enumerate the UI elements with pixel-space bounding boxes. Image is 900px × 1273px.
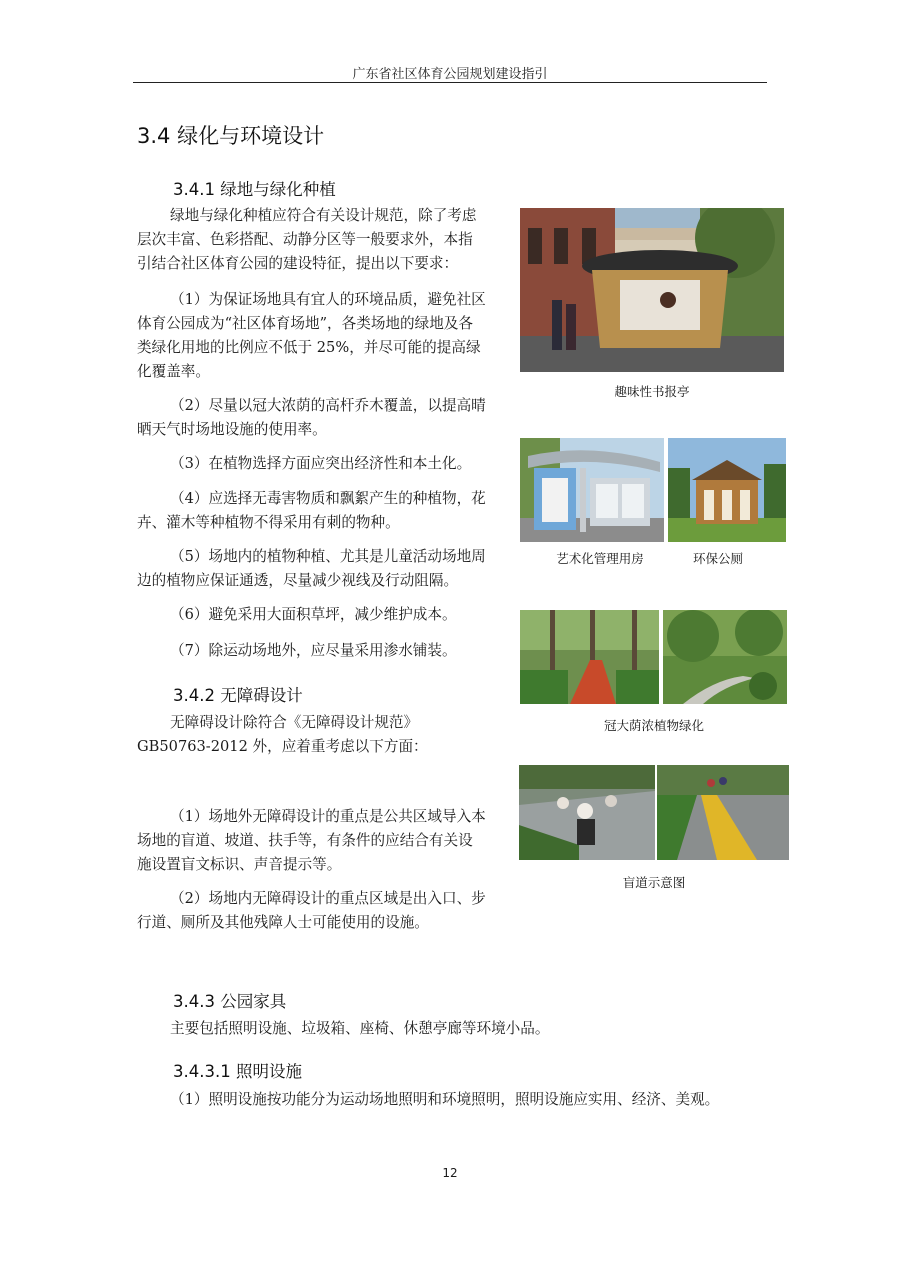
text-line: 无障碍设计除符合《无障碍设计规范》 xyxy=(170,714,419,731)
paragraph-341-item6 xyxy=(170,603,457,627)
text-line: （1）场地外无障碍设计的重点是公共区域导入本 xyxy=(170,808,486,825)
text-line: 卉、灌木等种植物不得采用有刺的物种。 xyxy=(137,514,400,531)
subsection-title-343: 3.4.3 公园家具 xyxy=(173,992,287,1011)
header-rule xyxy=(133,82,767,83)
ramp-photo xyxy=(519,765,655,860)
paragraph-341-intro xyxy=(137,204,477,276)
text-line: 化覆盖率。 xyxy=(137,363,210,380)
text-line: 类绿化用地的比例应不低于 25%，并尽可能的提高绿 xyxy=(137,339,481,356)
text-line: （5）场地内的植物种植、尤其是儿童活动场地周 xyxy=(170,548,486,565)
text-line: （1）为保证场地具有宜人的环境品质，避免社区 xyxy=(170,291,486,308)
paragraph-343: 主要包括照明设施、垃圾箱、座椅、休憩亭廊等环境小品。 xyxy=(170,1020,550,1037)
blind-path-caption: 盲道示意图 xyxy=(622,875,686,890)
kiosk-caption: 趣味性书报亭 xyxy=(614,384,690,399)
paragraph-3431: （1）照明设施按功能分为运动场地照明和环境照明，照明设施应实用、经济、美观。 xyxy=(170,1091,720,1108)
subsection-title-341: 3.4.1 绿地与绿化种植 xyxy=(173,180,336,199)
eco-toilet-photo xyxy=(668,438,786,542)
text-line: 绿地与绿化种植应符合有关设计规范，除了考虑 xyxy=(170,207,477,224)
text-line: 层次丰富、色彩搭配、动静分区等一般要求外，本指 xyxy=(137,231,473,248)
text-line: （2）场地内无障碍设计的重点区域是出入口、步 xyxy=(170,890,486,907)
paragraph-341-item1 xyxy=(137,288,486,384)
text-line: 晒天气时场地设施的使用率。 xyxy=(137,421,327,438)
text-line: （7）除运动场地外，应尽量采用渗水铺装。 xyxy=(170,642,457,659)
text-line: 行道、厕所及其他残障人士可能使用的设施。 xyxy=(137,914,429,931)
garden-path-photo xyxy=(663,610,787,704)
text-line: 边的植物应保证通透，尽量减少视线及行动阻隔。 xyxy=(137,572,459,589)
text-line: 体育公园成为“社区体育场地”，各类场地的绿地及各 xyxy=(137,315,473,332)
management-house-caption: 艺术化管理用房 xyxy=(556,551,644,566)
paragraph-341-item4 xyxy=(137,487,486,535)
running-header: 广东省社区体育公园规划建设指引 xyxy=(352,67,548,82)
paragraph-342-item1 xyxy=(137,805,486,877)
paragraph-341-item3 xyxy=(170,452,471,476)
subsection-title-342: 3.4.2 无障碍设计 xyxy=(173,686,303,705)
trees-caption: 冠大荫浓植物绿化 xyxy=(603,718,704,733)
text-line: （4）应选择无毒害物质和飘絮产生的种植物，花 xyxy=(170,490,486,507)
page-number: 12 xyxy=(442,1166,458,1180)
tree-path-photo xyxy=(520,610,659,704)
paragraph-341-item5 xyxy=(137,545,486,593)
kiosk-photo xyxy=(520,208,784,372)
paragraph-341-item2 xyxy=(137,394,486,442)
section-title: 3.4 绿化与环境设计 xyxy=(137,124,325,148)
text-line: 施设置盲文标识、声音提示等。 xyxy=(137,856,342,873)
paragraph-342-intro xyxy=(137,711,428,759)
text-line: 引结合社区体育公园的建设特征，提出以下要求： xyxy=(137,255,459,272)
subsection-title-3431: 3.4.3.1 照明设施 xyxy=(173,1062,302,1081)
text-line: 场地的盲道、坡道、扶手等，有条件的应结合有关设 xyxy=(137,832,473,849)
text-line: （6）避免采用大面积草坪，减少维护成本。 xyxy=(170,606,457,623)
text-line: （3）在植物选择方面应突出经济性和本土化。 xyxy=(170,455,472,472)
eco-toilet-caption: 环保公厕 xyxy=(692,551,743,566)
paragraph-341-item7 xyxy=(170,639,457,663)
tactile-paving-photo xyxy=(657,765,789,860)
text-line: GB50763-2012 外，应着重考虑以下方面： xyxy=(137,738,428,755)
management-house-photo xyxy=(520,438,664,542)
text-line: （2）尽量以冠大浓荫的高杆乔木覆盖，以提高晴 xyxy=(170,397,486,414)
paragraph-342-item2 xyxy=(137,887,486,935)
